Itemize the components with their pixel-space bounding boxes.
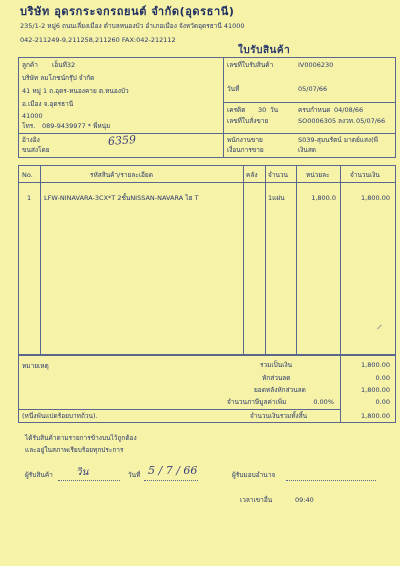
customer-phone-label: โทร. xyxy=(22,122,36,130)
row-no: 1 xyxy=(27,194,32,202)
grand-total-label: จำนวนเงินรวมทั้งสิ้น xyxy=(250,412,308,420)
date: 05/07/66 xyxy=(298,85,328,93)
col-line xyxy=(340,165,341,355)
receiver-sign-line xyxy=(58,480,120,481)
col-header-qty: จำนวน xyxy=(268,171,288,179)
receiver-signature: วิน xyxy=(76,467,89,478)
vat-label: จำนวนภาษีมูลค่าเพิ่ม xyxy=(227,398,287,406)
so-label: เลขที่ใบสั่งขาย xyxy=(227,117,269,125)
col-header-price: หน่วยละ xyxy=(306,171,330,179)
col-line xyxy=(265,165,266,355)
vat: 0.00 xyxy=(375,398,390,406)
info-hline-right xyxy=(223,102,396,103)
so-date-label: ลงวท. xyxy=(338,117,356,125)
sign-date-line xyxy=(144,480,198,481)
totals-hline xyxy=(18,409,340,410)
col-header-desc: รหัสสินค้า/รายละเอียด xyxy=(90,171,153,179)
row-amount: 1,800.00 xyxy=(361,194,390,202)
authorizer-label: ผู้รับมอบอำนาจ xyxy=(232,471,276,479)
company-phone: 042-211249-9,211258,211260 FAX:042-212112 xyxy=(20,36,176,44)
customer-phone: 089-9439977 * พี่หนุ่ม xyxy=(42,122,111,130)
col-header-wh: คลัง xyxy=(246,171,258,179)
ref-label: อ้างอิง xyxy=(22,136,40,144)
document-title: ใบรับสินค้า xyxy=(238,45,291,56)
col-header-amount: จำนวนเงิน xyxy=(350,171,380,179)
customer-code: เอ็นที32 xyxy=(52,61,76,69)
date-label: วันที่ xyxy=(227,85,240,93)
col-header-no: No. xyxy=(22,171,33,179)
time-label: เวลาเขาอื่น xyxy=(240,496,273,504)
customer-code-label: ลูกค้า xyxy=(22,61,38,69)
col-line xyxy=(243,165,244,355)
customer-addr2: อ.เมือง จ.อุดรธานี xyxy=(22,100,74,108)
sum: 1,800.00 xyxy=(361,361,390,369)
sign-date-label: วันที่ xyxy=(128,471,141,479)
due-date: 04/08/66 xyxy=(334,106,364,114)
col-line xyxy=(296,165,297,355)
grand-total: 1,800.00 xyxy=(361,412,390,420)
receiver-label: ผู้รับสินค้า xyxy=(25,471,53,479)
amount-words: (หนึ่งพันแปดร้อยบาทถ้วน). xyxy=(22,412,98,420)
customer-name: บริษัท ลมโภชน์กรุ๊ป จำกัด xyxy=(22,74,95,82)
company-name: บริษัท อุดรกระจกรถยนต์ จำกัด(อุดรธานี) xyxy=(20,5,235,18)
customer-zip: 41000 xyxy=(22,112,43,120)
discount: 0.00 xyxy=(375,374,390,382)
vat-rate: 0.00% xyxy=(313,398,334,406)
terms: เงินสด xyxy=(298,146,317,154)
due-label: ครบกำหนด xyxy=(298,106,331,114)
ref-handwritten: 6359 xyxy=(107,133,137,148)
note-label: หมายเหตุ xyxy=(22,362,49,370)
discount-label: หักส่วนลด xyxy=(262,374,291,382)
received-line1: ได้รับสินค้าตามรายการข้างบนไว้ถูกต้อง xyxy=(25,434,137,442)
so-date: 05/07/66 xyxy=(356,117,386,125)
time: 09:40 xyxy=(295,496,314,504)
col-line xyxy=(40,165,41,355)
info-divider xyxy=(223,57,224,158)
after-discount: 1,800.00 xyxy=(361,386,390,394)
received-line2: และอยู่ในสภาพเรียบร้อยทุกประการ xyxy=(25,446,124,454)
after-discount-label: ยอดหลังหักส่วนลด xyxy=(254,386,306,394)
sales-label: พนักงานขาย xyxy=(227,136,263,144)
sales: S039-สุมนรัตน์ มาตย์แสง(พี xyxy=(298,136,378,144)
so-no: SO0006305 xyxy=(298,117,337,125)
row-desc: LFW-NINAVARA-3CX*T 2ชั้นNISSAN-NAVARA ไฮ T xyxy=(44,194,199,202)
doc-no: IV0006230 xyxy=(298,61,334,69)
row-price: 1,800.0 xyxy=(311,194,336,202)
row-qty: 1แผ่น xyxy=(268,194,285,202)
customer-addr1: 41 หมู่ 1 ถ.อุดร-หนองคาย ต.หนองบัว xyxy=(22,87,129,95)
terms-label: เงื่อนการขาย xyxy=(227,146,264,154)
authorizer-sign-line xyxy=(286,480,376,481)
credit-unit: วัน xyxy=(270,106,279,114)
sign-date: 5 / 7 / 66 xyxy=(148,464,198,477)
sum-label: รวมเป็นเงิน xyxy=(260,361,293,369)
doc-no-label: เลขที่ใบรับสินค้า xyxy=(227,61,274,69)
ship-label: ขนส่งโดย xyxy=(22,146,50,154)
company-address: 235/1-2 หมู่6 ถนนเลี่ยงเมือง ตำบลหนองบัว อำเภอเมือง จังหวัดอุดรธานี 41000 xyxy=(20,22,245,30)
credit-label: เครดิต xyxy=(227,106,246,114)
credit-days: 30 xyxy=(258,106,267,114)
info-hline xyxy=(18,133,396,134)
